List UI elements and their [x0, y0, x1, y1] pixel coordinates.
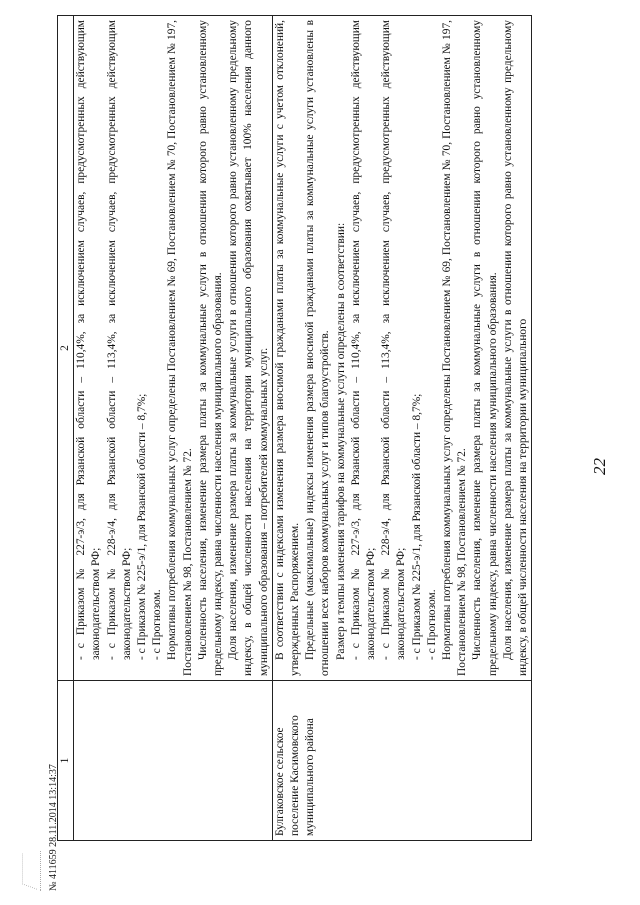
paragraph: В соответствии с индексами изменения размера вносимой гражданами платы за коммунальные услуги с учетом отклонений, утвержденных Распоряжением. — [273, 20, 302, 676]
paragraph: Доля населения, изменение размера платы за коммунальные услуги в отношении которого равно установленному предельному индексу, в общей численности населения на территории муниципального — [501, 20, 530, 676]
paragraph: Нормативы потребления коммунальных услуг определены Постановлением № 69, Постановлением № 70, Постановлением № 197, Постановлением № 98, Постановлением № 72. — [166, 20, 194, 676]
table-row — [272, 16, 531, 841]
table-header-row — [58, 16, 74, 841]
region-name: Булгаковское сельское поселение Касимовского муниципального района — [273, 715, 317, 836]
table-row — [74, 16, 273, 841]
paragraph: - с Приказом № 228-э/4, для Рязанской области – 113,4%, за исключением случаев, предусмотренных действующим законодательством РФ; — [105, 20, 133, 660]
header-col-2: 2 — [58, 16, 74, 681]
paragraph: - с Приказом № 225-э/1, для Рязанской области – 8,7%; — [410, 393, 423, 660]
region-cell — [272, 681, 531, 841]
region-cell-empty — [74, 681, 273, 841]
paragraph: Численность населения, изменение размера платы за коммунальные услуги в отношении которого равно установленному предельному индексу, равна численности населения муниципального образования. — [471, 20, 499, 676]
paragraph: Размер и темпы изменения тарифов на коммунальные услуги определены в соответствии: — [334, 222, 347, 660]
paragraph: - с Приказом № 227-э/3, для Рязанской области – 110,4%, за исключением случаев, предусмотренных действующим законодательством РФ; — [75, 20, 103, 660]
signature-mark — [20, 851, 41, 891]
page-number: 22 — [590, 458, 609, 475]
paragraph: Предельные (максимальные) индексы изменения размера вносимой гражданами платы за коммунальные услуги установлены в отношении всех наборов коммунальных услуг и типов благоустройств. — [304, 20, 332, 676]
paragraph: - с Приказом № 228-э/4, для Рязанской области – 113,4%, за исключением случаев, предусмотренных действующим законодательством РФ; — [380, 20, 408, 660]
content-table — [57, 15, 532, 841]
paragraph: - с Приказом № 225-э/1, для Рязанской области – 8,7%; — [136, 393, 149, 660]
paragraph: Численность населения, изменение размера платы за коммунальные услуги в отношении которого равно установленному предельному индексу, равна численности населения муниципального образования. — [196, 20, 225, 676]
description-cell — [272, 16, 531, 681]
document-stamp: № 411659 28.11.2014 13:14:37 — [48, 764, 59, 891]
paragraph: Доля населения, изменение размера платы за коммунальные услуги в отношении которого равно установленному предельному индексу, в общей численности населения на территории муниципального образования охватывает 100% населения данного муниципального образования – потребителей коммунальных услуг. — [227, 20, 270, 676]
paragraph: - с Приказом № 227-э/3, для Рязанской области – 110,4%, за исключением случаев, предусмотренных действующим законодательством РФ; — [349, 20, 378, 660]
paragraph: - с Прогнозом. — [151, 589, 164, 660]
paragraph: - с Прогнозом. — [425, 589, 438, 660]
description-cell — [74, 16, 273, 681]
header-col-1: 1 — [58, 681, 74, 841]
paragraph: Нормативы потребления коммунальных услуг определены Постановлением № 69, Постановлением № 70, Постановлением № 197, Постановлением № 98, Постановлением № 72. — [441, 20, 469, 676]
